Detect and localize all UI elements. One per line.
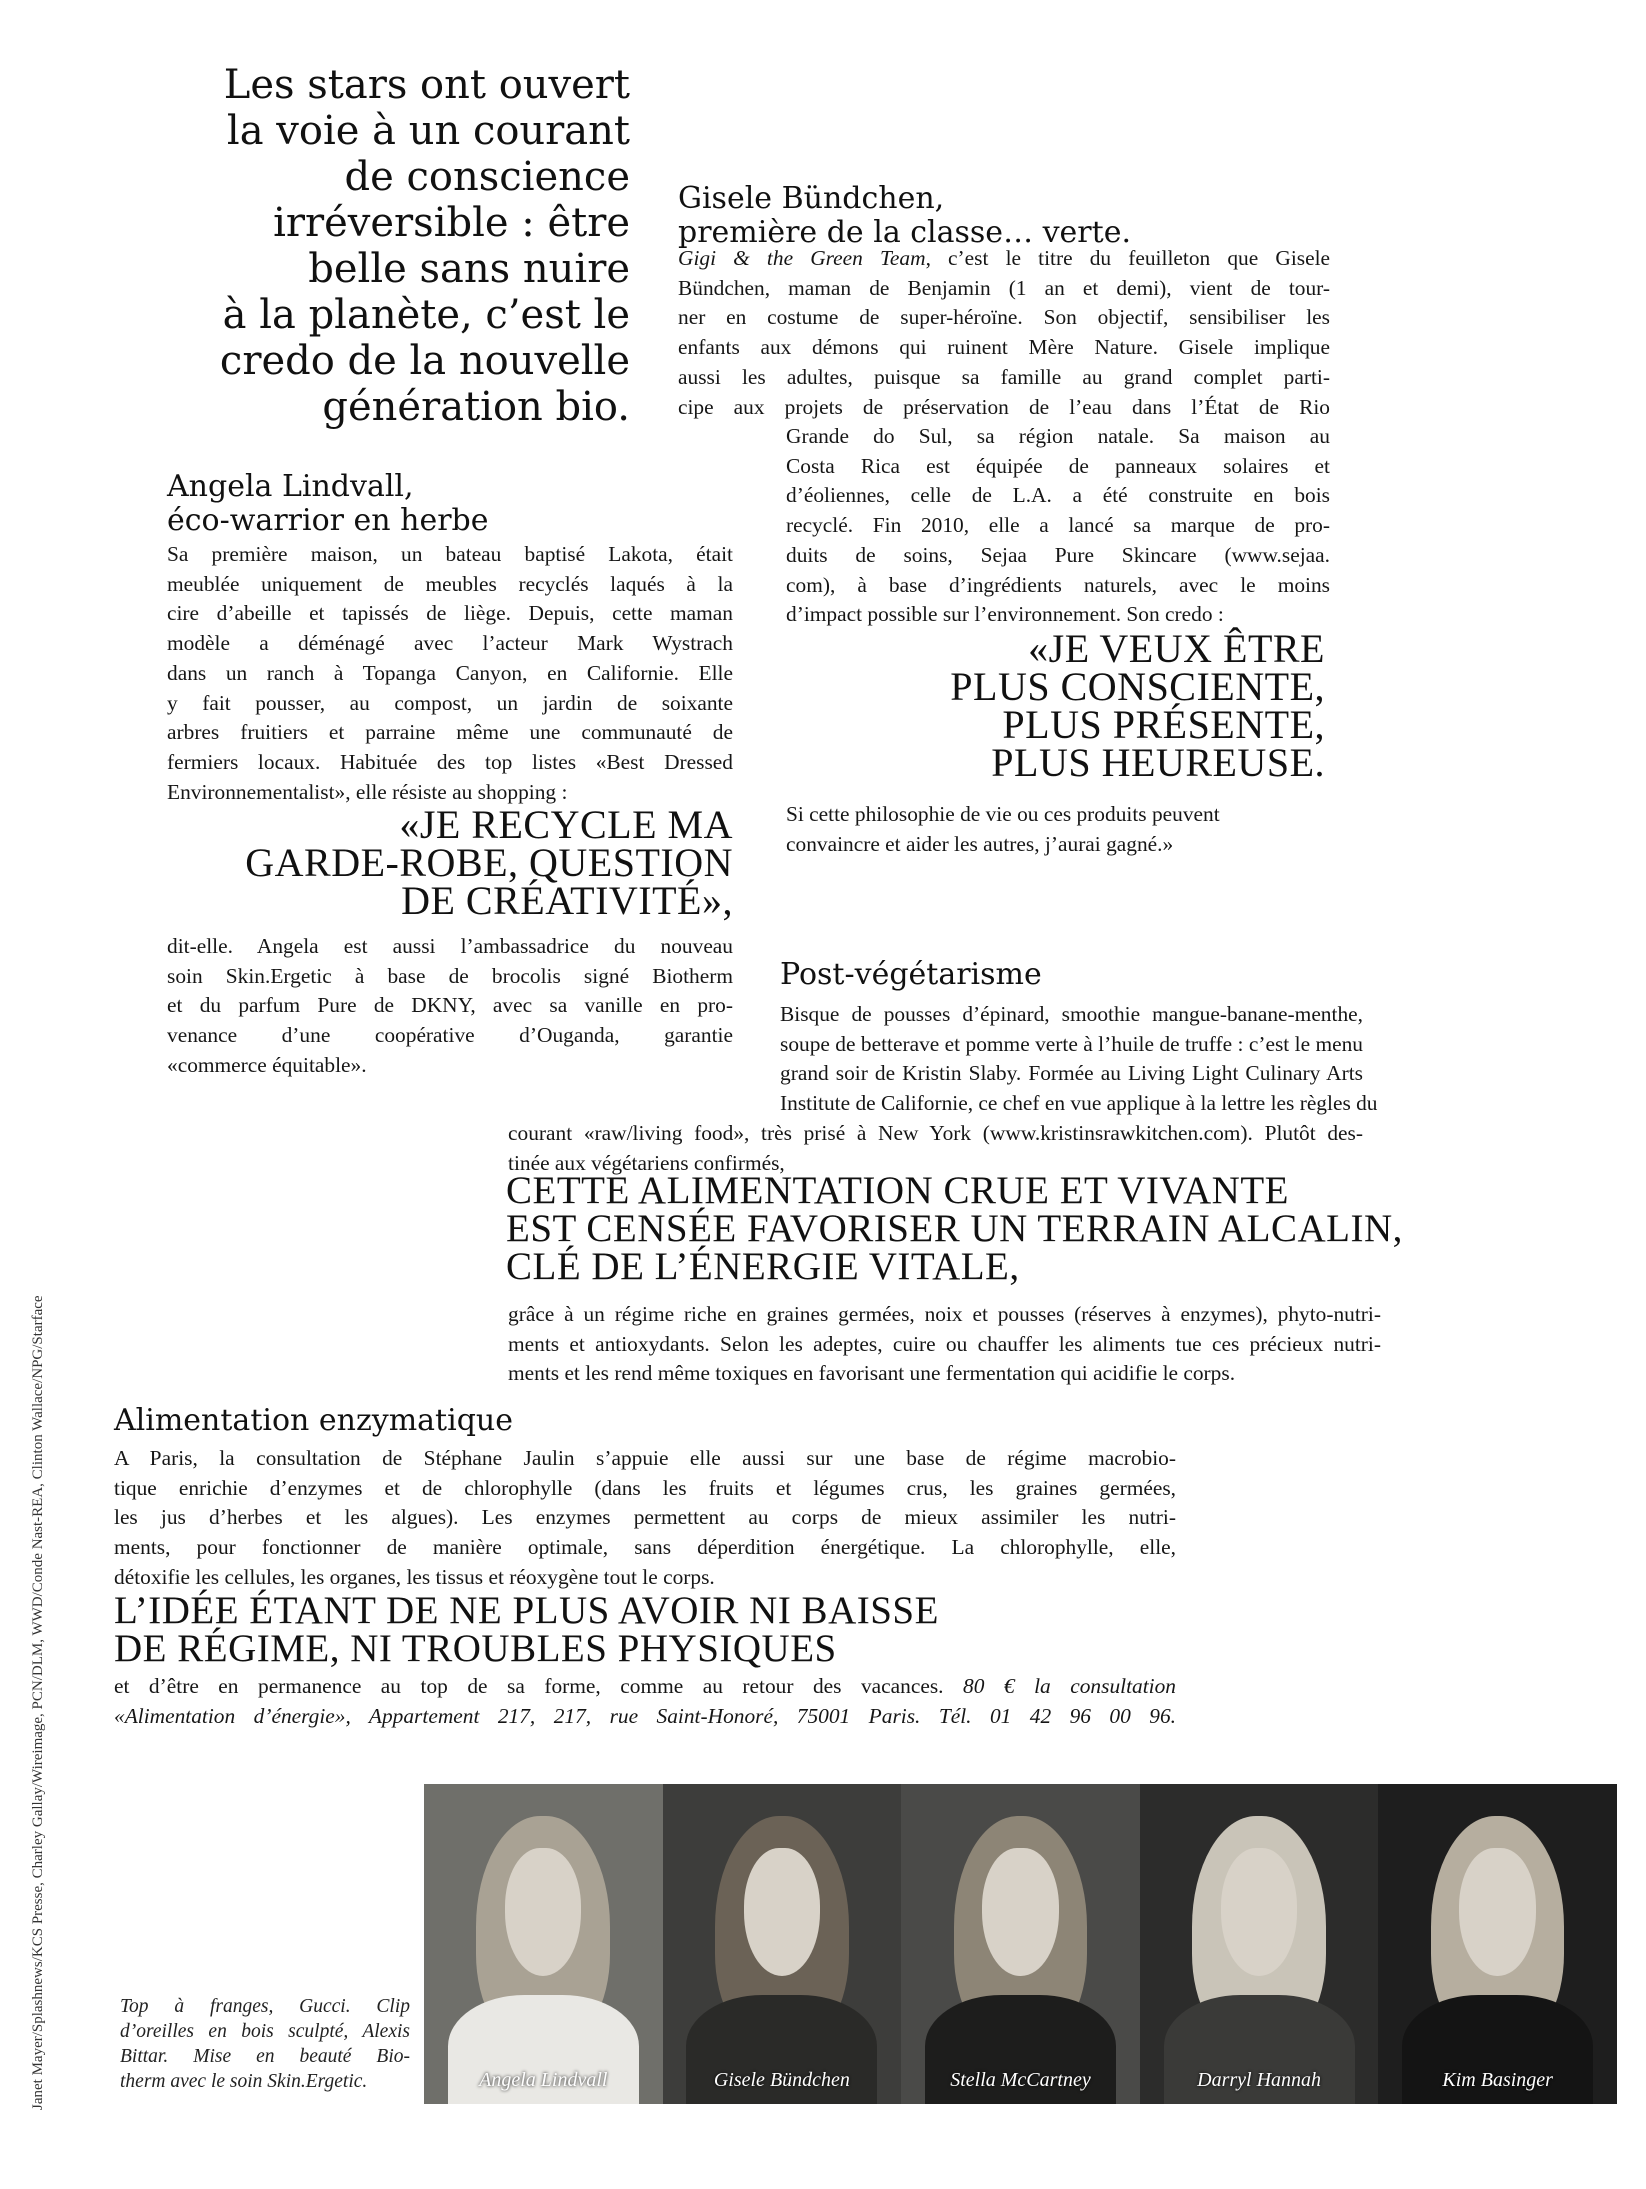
gisele-heading-line-2: première de la classe… verte. — [678, 215, 1131, 250]
angela-quote — [167, 802, 733, 923]
gisele-line: Grande do Sul, sa région natale. Sa maison au — [786, 424, 1330, 448]
gisele-first-line-rest: , c’est le titre du feuilleton que Gisele — [925, 246, 1331, 270]
portrait-face — [1459, 1848, 1535, 1976]
angela-line: modèle a déménagé avec l’acteur Mark Wystrach — [167, 631, 733, 656]
post-line: Bisque de pousses d’épinard, smoothie mangue-banane-menthe, — [780, 1002, 1363, 1026]
enzyme-line: tique enrichie d’enzymes et de chlorophylle (dans les fruits et légumes crus, les graines germées, — [114, 1475, 1176, 1500]
post-line: soupe de betterave et pomme verte à l’huile de truffe : c’est le menu — [780, 1031, 1363, 1056]
angela-heading-line-2: éco-warrior en herbe — [167, 503, 489, 538]
gisele-line: d’éoliennes, celle de L.A. a été construite en bois — [786, 483, 1330, 508]
gisele-quote-line: PLUS PRÉSENTE, — [1002, 702, 1325, 747]
angela-quote-line: DE CRÉATIVITÉ», — [401, 878, 733, 923]
angela-heading — [167, 470, 489, 538]
angela-after — [167, 932, 733, 1081]
gisele-first-line — [678, 244, 1330, 274]
portrait-face — [505, 1848, 581, 1976]
gisele-quote-line: PLUS CONSCIENTE, — [950, 664, 1325, 709]
intro-line: de conscience — [344, 154, 630, 200]
fashion-caption — [120, 1994, 410, 2094]
post-heading: Post-végétarisme — [780, 957, 1042, 992]
enzyme-after-line-1 — [114, 1672, 1176, 1702]
angela-line: arbres fruitiers et parraine même une communauté de — [167, 720, 733, 745]
angela-after-line: et du parfum Pure de DKNY, avec sa vanille en pro- — [167, 993, 733, 1018]
enzyme-line: ments, pour fonctionner de manière optimale, sans déperdition énergétique. La chlorophylle, elle, — [114, 1535, 1176, 1560]
gisele-body-narrow — [786, 422, 1330, 630]
gisele-body — [678, 244, 1330, 422]
enzyme-line: A Paris, la consultation de Stéphane Jaulin s’appuie elle aussi sur une base de régime macrobio- — [114, 1446, 1176, 1470]
angela-after-line: venance d’une coopérative d’Ouganda, garantie — [167, 1023, 733, 1048]
gisele-line: ner en costume de super-héroïne. Son objectif, sensibiliser les — [678, 305, 1330, 330]
angela-quote-line: «JE RECYCLE MA — [399, 802, 733, 847]
gisele-quote — [780, 626, 1325, 785]
portrait-face — [744, 1848, 820, 1976]
enzyme-body — [114, 1444, 1176, 1593]
angela-after-line: soin Skin.Ergetic à base de brocolis signé Biotherm — [167, 963, 733, 988]
gisele-heading — [678, 182, 1131, 250]
angela-heading-line-1: Angela Lindvall, — [167, 469, 414, 504]
portrait-caption: Stella McCartney — [950, 2069, 1091, 2091]
gisele-line: recyclé. Fin 2010, elle a lancé sa marque de pro- — [786, 513, 1330, 538]
portrait-caption: Angela Lindvall — [479, 2069, 608, 2091]
post-quote-line: EST CENSÉE FAVORISER UN TERRAIN ALCALIN, — [506, 1207, 1403, 1250]
angela-after-line: «commerce équitable». — [167, 1052, 367, 1077]
portrait-face — [982, 1848, 1058, 1976]
gisele-after — [786, 800, 1330, 859]
post-after-line: ments et antioxydants. Selon les adeptes, cuire ou chauffer les aliments tue ces précieux nutri- — [508, 1331, 1381, 1356]
angela-line: meublée uniquement de meubles recyclés laqués à la — [167, 571, 733, 596]
caption-line: Top à franges, Gucci. Clip — [120, 1996, 410, 2017]
intro-line: la voie à un courant — [226, 108, 630, 154]
enzyme-heading: Alimentation enzymatique — [114, 1403, 513, 1438]
caption-line: therm avec le soin Skin.Ergetic. — [120, 2071, 368, 2092]
gisele-line: aussi les adultes, puisque sa famille au grand complet parti- — [678, 364, 1330, 389]
angela-line: y fait pousser, au compost, un jardin de soixante — [167, 690, 733, 715]
enzyme-address: «Alimentation d’énergie», Appartement 217, 217, rue Saint-Honoré, 75001 Paris. Tél. 01 42 96 00 96. — [114, 1703, 1176, 1728]
portrait-caption: Gisele Bündchen — [713, 2069, 850, 2091]
gisele-line: duits de soins, Sejaa Pure Skincare (www.sejaa. — [786, 542, 1330, 567]
angela-line: Sa première maison, un bateau baptisé Lakota, était — [167, 542, 733, 566]
caption-line: Bittar. Mise en beauté Bio- — [120, 2046, 410, 2067]
gisele-line: enfants aux démons qui ruinent Mère Nature. Gisele implique — [678, 335, 1330, 360]
enzyme-quote — [114, 1589, 1114, 1670]
portrait-caption: Kim Basinger — [1442, 2069, 1553, 2091]
portrait-caption: Darryl Hannah — [1197, 2069, 1322, 2091]
angela-line: Environnementalist», elle résiste au shopping : — [167, 779, 568, 804]
post-line: tinée aux végétariens confirmés, — [508, 1150, 785, 1175]
gisele-line: Costa Rica est équipée de panneaux solaires et — [786, 453, 1330, 478]
angela-line: cire d’abeille et tapissés de liège. Depuis, cette maman — [167, 601, 733, 626]
gisele-line: com), à base d’ingrédients naturels, avec le moins — [786, 572, 1330, 597]
intro-line: Les stars ont ouvert — [223, 62, 630, 108]
gisele-heading-line-1: Gisele Bündchen, — [678, 181, 945, 216]
intro-line: credo de la nouvelle — [219, 338, 630, 384]
post-after — [508, 1300, 1381, 1389]
post-quote — [506, 1169, 1403, 1288]
intro-line: irréversible : être — [273, 200, 630, 246]
portrait-kim-basinger — [1378, 1784, 1617, 2104]
portrait-face — [1221, 1848, 1297, 1976]
intro-line: génération bio. — [322, 384, 630, 430]
gisele-quote-line: «JE VEUX ÊTRE — [1028, 626, 1325, 671]
gisele-quote-line: PLUS HEUREUSE. — [991, 740, 1325, 785]
portrait-angela-lindvall — [424, 1784, 663, 2104]
post-after-line: ments et les rend même toxiques en favorisant une fermentation qui acidifie le corps. — [508, 1361, 1236, 1386]
post-line: courant «raw/living food», très prisé à New York (www.kristinsrawkitchen.com). Plutôt des- — [508, 1121, 1363, 1145]
enzyme-quote-line: DE RÉGIME, NI TROUBLES PHYSIQUES — [114, 1627, 837, 1670]
post-after-line: grâce à un régime riche en graines germées, noix et pousses (réserves à enzymes), phyto-nutri- — [508, 1302, 1381, 1326]
portrait-stella-mccartney — [901, 1784, 1140, 2104]
caption-line: d’oreilles en bois sculpté, Alexis — [120, 2021, 410, 2042]
enzyme-line: les jus d’herbes et les algues). Les enzymes permettent au corps de mieux assimiler les nutri- — [114, 1505, 1176, 1530]
gisele-line: Bündchen, maman de Benjamin (1 an et demi), vient de tour- — [678, 275, 1330, 300]
post-quote-line: CETTE ALIMENTATION CRUE ET VIVANTE — [506, 1169, 1289, 1212]
angela-line: dans un ranch à Topanga Canyon, en Californie. Elle — [167, 660, 733, 685]
gisele-line: cipe aux projets de préservation de l’eau dans l’État de Rio — [678, 394, 1330, 419]
gisele-after-line: convaincre et aider les autres, j’aurai gagné.» — [786, 831, 1174, 856]
enzyme-after-price: 80 € la consultation — [963, 1674, 1176, 1698]
angela-body — [167, 540, 733, 807]
post-body-narrow — [780, 1000, 1378, 1119]
portrait-gisele-bundchen — [663, 1784, 902, 2104]
intro-line: belle sans nuire — [308, 246, 630, 292]
post-line: grand soir de Kristin Slaby. Formée au Living Light Culinary Arts — [780, 1061, 1363, 1086]
gisele-after-line: Si cette philosophie de vie ou ces produits peuvent — [786, 802, 1220, 826]
gisele-line: d’impact possible sur l’environnement. Son credo : — [786, 602, 1224, 627]
photo-credit: Janet Mayer/Splashnews/KCS Presse, Charley Gallay/Wireimage, PCN/DLM, WWD/Conde Nast-REA, Clinton Wallace/NPG/Starface — [30, 1295, 46, 2110]
portrait-strip — [424, 1784, 1617, 2104]
enzyme-after — [114, 1672, 1176, 1731]
enzyme-after-plain: et d’être en permanence au top de sa forme, comme au retour des vacances. — [114, 1674, 964, 1698]
enzyme-quote-line: L’IDÉE ÉTANT DE NE PLUS AVOIR NI BAISSE — [114, 1589, 939, 1632]
series-title: Gigi & the Green Team — [678, 246, 926, 270]
post-line: Institute de Californie, ce chef en vue applique à la lettre les règles du — [780, 1091, 1378, 1116]
angela-line: fermiers locaux. Habituée des top listes «Best Dressed — [167, 749, 733, 774]
intro-line: à la planète, c’est le — [222, 292, 630, 338]
angela-after-line: dit-elle. Angela est aussi l’ambassadrice du nouveau — [167, 934, 733, 958]
post-quote-line: CLÉ DE L’ÉNERGIE VITALE, — [506, 1245, 1020, 1288]
enzyme-line: détoxifie les cellules, les organes, les tissus et réoxygène tout le corps. — [114, 1564, 715, 1589]
angela-quote-line: GARDE-ROBE, QUESTION — [245, 840, 733, 885]
intro-pullquote — [200, 62, 630, 430]
portrait-darryl-hannah — [1140, 1784, 1379, 2104]
